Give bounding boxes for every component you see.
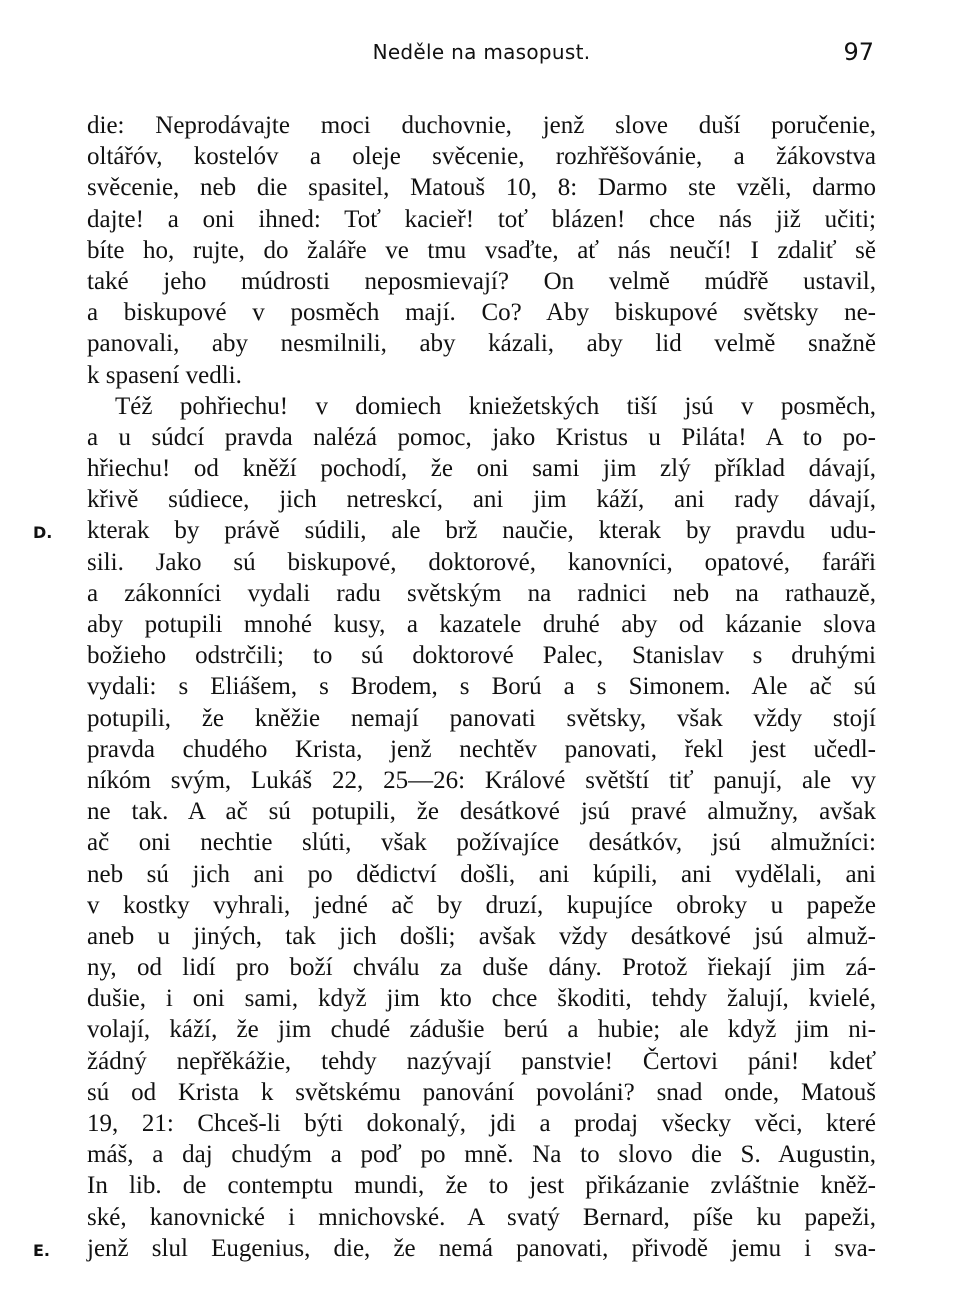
page-header [87, 40, 876, 70]
text-line: a biskupové v posměch mají. Co? Aby biskupové světsky ne- [87, 299, 876, 327]
body-text [33, 110, 876, 1264]
text-line: sú od Krista k světskému panování povoláni? snad onde, Matouš [87, 1078, 876, 1106]
text-line: hřiechu! od kněží pochodí, že oni sami jim zlý příklad dávají, [87, 455, 876, 483]
text-line: aby potupili mnohé kusy, a kazatele druhé aby od kázanie slova [87, 611, 876, 638]
text-line: aneb u jiných, tak jich došli; avšak vždy desátkové jsú almuž- [87, 922, 876, 950]
page-number: 97 [843, 38, 874, 66]
text-line: bíte ho, rujte, do žaláře ve tmu vsaďte, ať nás neučí! I zdaliť sě [87, 236, 876, 264]
text-line: vydali: s Eliášem, s Brodem, s Ború a s Simonem. Ale ač sú [87, 673, 876, 701]
text-line: ské, kanovnické i mnichovské. A svatý Bernard, píše ku papeži, [87, 1203, 876, 1231]
text-line: a zákonníci vydali radu světským na radnici neb na rathauzě, [87, 579, 876, 607]
text-line: die: Neprodávajte moci duchovnie, jenž slove duší poručenie, [87, 112, 876, 139]
text-line: křivě súdiece, jich netreskcí, ani jim káží, ani rady dávají, [87, 486, 876, 514]
text-line: dušie, i oni sami, když jim kto chce škoditi, tehdy žalují, kvielé, [87, 985, 876, 1013]
text-line: 19, 21: Chceš-li býti dokonalý, jdi a prodaj všecky věci, které [87, 1110, 876, 1137]
text-line: sili. Jako sú biskupové, doktorové, kanovníci, opatové, faráři [87, 548, 876, 576]
text-line: níkóm svým, Lukáš 22, 25—26: Králové světští tiť panují, ale vy [87, 766, 876, 794]
text-line: a u súdcí pravda nalézá pomoc, jako Kristus u Piláta! A to po- [87, 423, 876, 451]
text-line: dajte! a oni ihned: Toť kacieř! toť blázen! chce nás již učiti; [87, 205, 876, 233]
margin-mark-e: E. [33, 1240, 51, 1260]
text-line: ač oni nechtie slúti, však požívajíce desátkóv, jsú almužníci: [87, 829, 876, 857]
text-line: Též pohřiechu! v domiech kniežetských tiší jsú v posměch, [115, 392, 876, 420]
text-line: také jeho múdrosti neposmievají? On velmě múdřě ustavil, [87, 267, 876, 295]
text-line-content: jenž slul Eugenius, die, že nemá panovati, přivodě jemu i sva- [87, 1234, 876, 1262]
text-line: pravda chudého Krista, jenž nechtěv panovati, řekl jest učedl- [87, 735, 876, 763]
text-line: neb sú jich ani po dědictví došli, ani kúpili, ani vydělali, ani [87, 860, 876, 888]
text-line-marked-e [33, 1233, 876, 1264]
text-line: máš, a daj chudým a poď po mně. Na to slovo die S. Augustin, [87, 1141, 876, 1169]
text-line: ne tak. A ač sú potupili, že desátkové jsú pravé almužny, avšak [87, 798, 876, 826]
text-line: potupili, že kněžie nemají panovati světsky, však vždy stojí [87, 704, 876, 732]
text-line-marked-d [33, 515, 876, 546]
text-line: žádný nepřěkážie, tehdy nazývají panstvie! Čertovi páni! kdeť [87, 1047, 876, 1075]
running-head: Neděle na masopust. [372, 40, 591, 64]
text-line: volají, káží, že jim chudé zádušie berú a hubie; ale když jim ni- [87, 1016, 876, 1044]
text-line: In lib. de contemptu mundi, že to jest přikázanie zvláštnie kněž- [87, 1172, 876, 1200]
text-line: v kostky vyhrali, jedné ač by druzí, kupujíce obroky u papeže [87, 891, 876, 919]
text-line: svěcenie, neb die spasitel, Matouš 10, 8: Darmo ste vzěli, darmo [87, 174, 876, 202]
margin-mark-d: D. [33, 523, 53, 543]
text-line: božieho odstrčili; to sú doktorové Palec, Stanislav s druhými [87, 642, 876, 670]
text-line: ny, od lidí pro boží chválu za duše dány. Protož řiekají jim zá- [87, 954, 876, 982]
text-line: k spasení vedli. [87, 361, 242, 389]
text-line-content: kterak by právě súdili, ale brž naučie, kterak by pravdu udu- [87, 517, 876, 545]
text-line: oltářóv, kostelóv a oleje svěcenie, rozhřěšovánie, a žákovstva [87, 143, 876, 171]
text-line: panovali, aby nesmilnili, aby kázali, aby lid velmě snažně [87, 330, 876, 358]
